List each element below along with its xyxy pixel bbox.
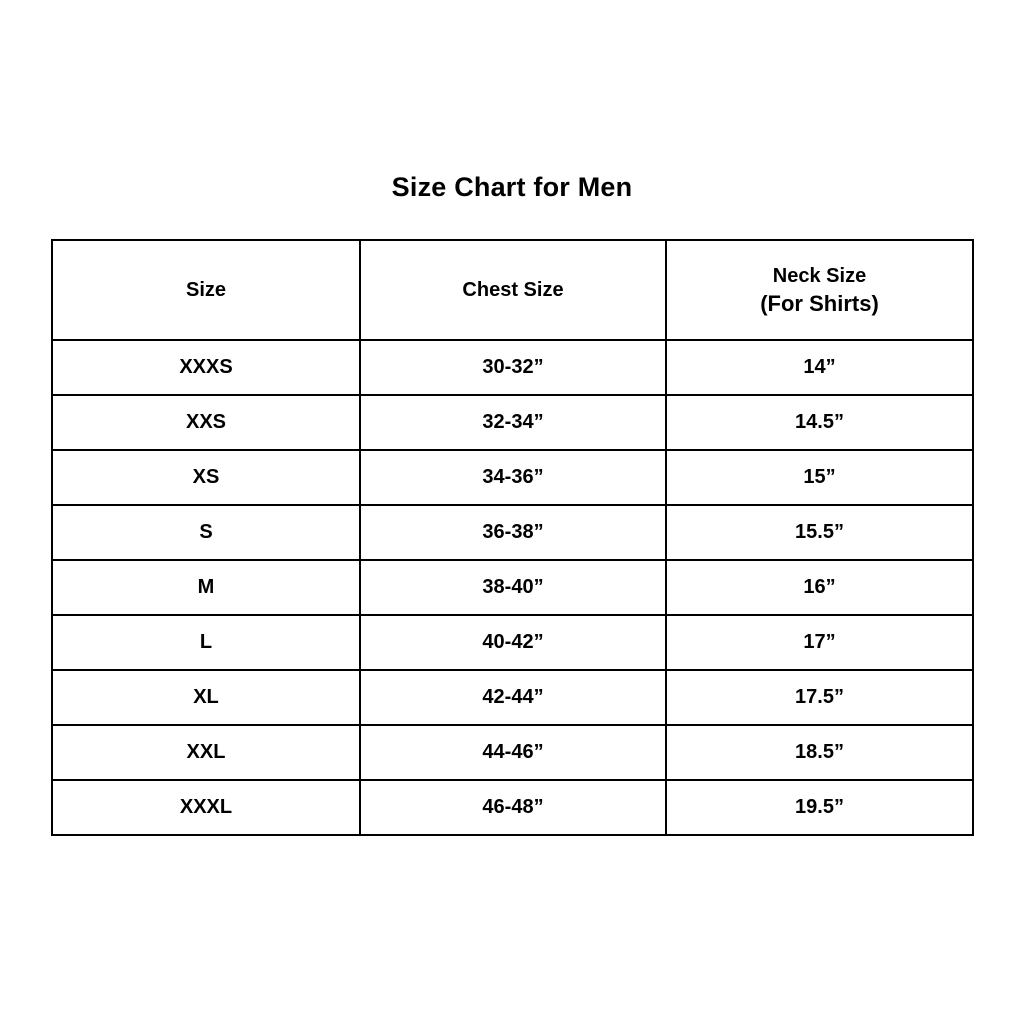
cell-neck: 18.5”	[666, 725, 973, 780]
cell-size: XL	[52, 670, 360, 725]
cell-neck: 14.5”	[666, 395, 973, 450]
cell-chest: 38-40”	[360, 560, 666, 615]
column-header-size	[52, 240, 360, 340]
column-header-neck-label: Neck Size	[772, 265, 867, 287]
cell-size: XS	[52, 450, 360, 505]
cell-neck: 17”	[666, 615, 973, 670]
column-header-chest-label: Chest Size	[462, 279, 564, 301]
column-header-neck-sublabel: (For Shirts)	[760, 291, 879, 316]
cell-chest: 30-32”	[360, 340, 666, 395]
table-header-row	[52, 240, 973, 340]
table-row	[52, 615, 973, 670]
cell-size: L	[52, 615, 360, 670]
column-header-neck	[666, 240, 973, 340]
cell-size: XXL	[52, 725, 360, 780]
cell-size: XXXS	[52, 340, 360, 395]
cell-neck: 17.5”	[666, 670, 973, 725]
table-row	[52, 505, 973, 560]
cell-chest: 46-48”	[360, 780, 666, 835]
cell-size: S	[52, 505, 360, 560]
size-chart-table	[51, 239, 974, 836]
table-row	[52, 395, 973, 450]
cell-neck: 16”	[666, 560, 973, 615]
page-title: Size Chart for Men	[391, 172, 633, 202]
cell-size: XXS	[52, 395, 360, 450]
cell-chest: 34-36”	[360, 450, 666, 505]
table-row	[52, 670, 973, 725]
cell-chest: 36-38”	[360, 505, 666, 560]
cell-chest: 40-42”	[360, 615, 666, 670]
cell-size: M	[52, 560, 360, 615]
cell-chest: 44-46”	[360, 725, 666, 780]
table-row	[52, 780, 973, 835]
column-header-chest	[360, 240, 666, 340]
cell-size: XXXL	[52, 780, 360, 835]
cell-neck: 19.5”	[666, 780, 973, 835]
column-header-size-label: Size	[185, 279, 227, 301]
cell-chest: 32-34”	[360, 395, 666, 450]
cell-neck: 14”	[666, 340, 973, 395]
cell-chest: 42-44”	[360, 670, 666, 725]
table-row	[52, 560, 973, 615]
cell-neck: 15”	[666, 450, 973, 505]
table-row	[52, 340, 973, 395]
cell-neck: 15.5”	[666, 505, 973, 560]
table-row	[52, 450, 973, 505]
table-row	[52, 725, 973, 780]
